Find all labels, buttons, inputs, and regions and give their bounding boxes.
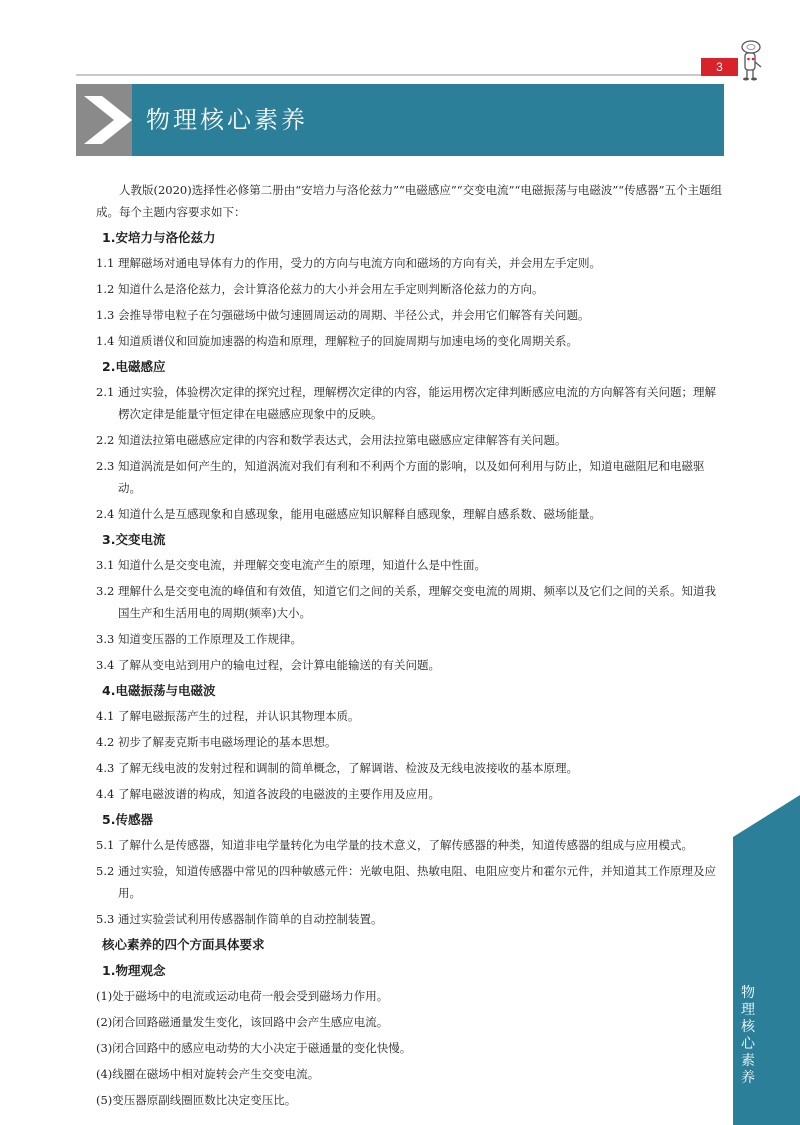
core-heading: 核心素养的四个方面具体要求 <box>102 937 265 952</box>
topic-heading: 2.电磁感应 <box>102 359 166 374</box>
topic-item <box>96 455 724 499</box>
item-number: 2.2 <box>96 433 115 447</box>
item-number: 2.3 <box>96 459 115 473</box>
item-number: 5.3 <box>96 912 115 926</box>
topic-item <box>96 705 724 727</box>
topic-item <box>96 278 724 300</box>
topic-item <box>96 628 724 650</box>
item-number: 4.4 <box>96 787 115 801</box>
topic-heading: 1.安培力与洛伦兹力 <box>102 230 216 245</box>
item-text: 通过实验尝试利用传感器制作简单的自动控制装置。 <box>118 912 383 926</box>
item-text: 通过实验，知道传感器中常见的四种敏感元件：光敏电阻、热敏电阻、电阻应变片和霍尔元件，并知道其工作原理及应用。 <box>118 864 716 900</box>
topic-item <box>96 731 724 753</box>
item-number: 3.1 <box>96 558 115 572</box>
item-number: 1.1 <box>96 256 115 270</box>
item-number: 1.3 <box>96 308 115 322</box>
concept-item: (5)变压器原副线圈匝数比决定变压比。 <box>96 1093 297 1107</box>
topic-item <box>96 834 724 856</box>
item-number: 3.3 <box>96 632 115 646</box>
topic-item <box>96 654 724 676</box>
item-text: 了解什么是传感器，知道非电学量转化为电学量的技术意义，了解传感器的种类，知道传感器的组成与应用模式。 <box>118 838 693 852</box>
topic-item <box>96 381 724 425</box>
mascot-icon <box>738 38 768 88</box>
item-text: 了解电磁振荡产生的过程，并认识其物理本质。 <box>118 709 360 723</box>
item-number: 2.1 <box>96 385 115 399</box>
topic-item <box>96 580 724 624</box>
topic-item <box>96 252 724 274</box>
item-number: 3.4 <box>96 658 115 672</box>
topic-heading: 5.传感器 <box>102 812 153 827</box>
item-text: 通过实验，体验楞次定律的探究过程，理解楞次定律的内容，能运用楞次定律判断感应电流的方向解答有关问题；理解楞次定律是能量守恒定律在电磁感应现象中的反映。 <box>118 385 716 421</box>
section-banner <box>76 84 724 156</box>
topic-item <box>96 783 724 805</box>
item-text: 理解磁场对通电导体有力的作用，受力的方向与电流方向和磁场的方向有关，并会用左手定则。 <box>118 256 601 270</box>
main-content <box>96 179 724 1115</box>
item-number: 1.4 <box>96 334 115 348</box>
item-text: 了解电磁波谱的构成，知道各波段的电磁波的主要作用及应用。 <box>118 787 440 801</box>
item-text: 知道法拉第电磁感应定律的内容和数学表达式，会用法拉第电磁感应定律解答有关问题。 <box>118 433 567 447</box>
concept-item: (4)线圈在磁场中相对旋转会产生交变电流。 <box>96 1067 320 1081</box>
core-items <box>96 985 724 1111</box>
topics-list <box>96 227 724 930</box>
topic-item <box>96 429 724 451</box>
item-number: 5.1 <box>96 838 115 852</box>
page-title: 物理核心素养 <box>146 106 308 134</box>
side-label: 物理核心素养 <box>741 985 755 1086</box>
chevron-right-icon <box>80 92 136 148</box>
item-text: 初步了解麦克斯韦电磁场理论的基本思想。 <box>118 735 337 749</box>
item-text: 会推导带电粒子在匀强磁场中做匀速圆周运动的周期、半径公式，并会用它们解答有关问题。 <box>118 308 590 322</box>
topic-item <box>96 304 724 326</box>
core-sub-heading: 1.物理观念 <box>102 963 166 978</box>
item-number: 5.2 <box>96 864 115 878</box>
concept-item: (1)处于磁场中的电流或运动电荷一般会受到磁场力作用。 <box>96 989 389 1003</box>
item-text: 知道什么是交变电流，并理解交变电流产生的原理，知道什么是中性面。 <box>118 558 486 572</box>
item-text: 知道质谱仪和回旋加速器的构造和原理，理解粒子的回旋周期与加速电场的变化周期关系。 <box>118 334 578 348</box>
concept-item: (3)闭合回路中的感应电动势的大小决定于磁通量的变化快慢。 <box>96 1041 412 1055</box>
page-number: 3 <box>701 58 738 76</box>
item-text: 知道涡流是如何产生的，知道涡流对我们有利和不利两个方面的影响，以及如何利用与防止，知道电磁阻尼和电磁驱动。 <box>118 459 705 495</box>
item-number: 4.3 <box>96 761 115 775</box>
item-number: 4.1 <box>96 709 115 723</box>
item-number: 1.2 <box>96 282 115 296</box>
top-rule <box>76 74 724 76</box>
item-number: 4.2 <box>96 735 115 749</box>
topic-item <box>96 330 724 352</box>
topic-item <box>96 860 724 904</box>
item-text: 知道什么是洛伦兹力，会计算洛伦兹力的大小并会用左手定则判断洛伦兹力的方向。 <box>118 282 544 296</box>
topic-heading: 3.交变电流 <box>102 532 166 547</box>
topic-item <box>96 757 724 779</box>
concept-item: (2)闭合回路磁通量发生变化，该回路中会产生感应电流。 <box>96 1015 389 1029</box>
item-text: 了解无线电波的发射过程和调制的简单概念，了解调谐、检波及无线电波接收的基本原理。 <box>118 761 578 775</box>
item-number: 3.2 <box>96 584 115 598</box>
topic-heading: 4.电磁振荡与电磁波 <box>102 683 216 698</box>
topic-item <box>96 908 724 930</box>
topic-item <box>96 503 724 525</box>
topic-item <box>96 554 724 576</box>
item-text: 知道变压器的工作原理及工作规律。 <box>118 632 302 646</box>
item-text: 理解什么是交变电流的峰值和有效值，知道它们之间的关系，理解交变电流的周期、频率以及它们之间的关系。知道我国生产和生活用电的周期(频率)大小。 <box>118 584 716 620</box>
item-text: 知道什么是互感现象和自感现象，能用电磁感应知识解释自感现象，理解自感系数、磁场能量。 <box>118 507 601 521</box>
item-number: 2.4 <box>96 507 115 521</box>
intro-paragraph: 人教版(2020)选择性必修第二册由“安培力与洛伦兹力”“电磁感应”“交变电流”“电磁振荡与电磁波”“传感器”五个主题组成。每个主题内容要求如下： <box>96 183 723 219</box>
item-text: 了解从变电站到用户的输电过程，会计算电能输送的有关问题。 <box>118 658 440 672</box>
